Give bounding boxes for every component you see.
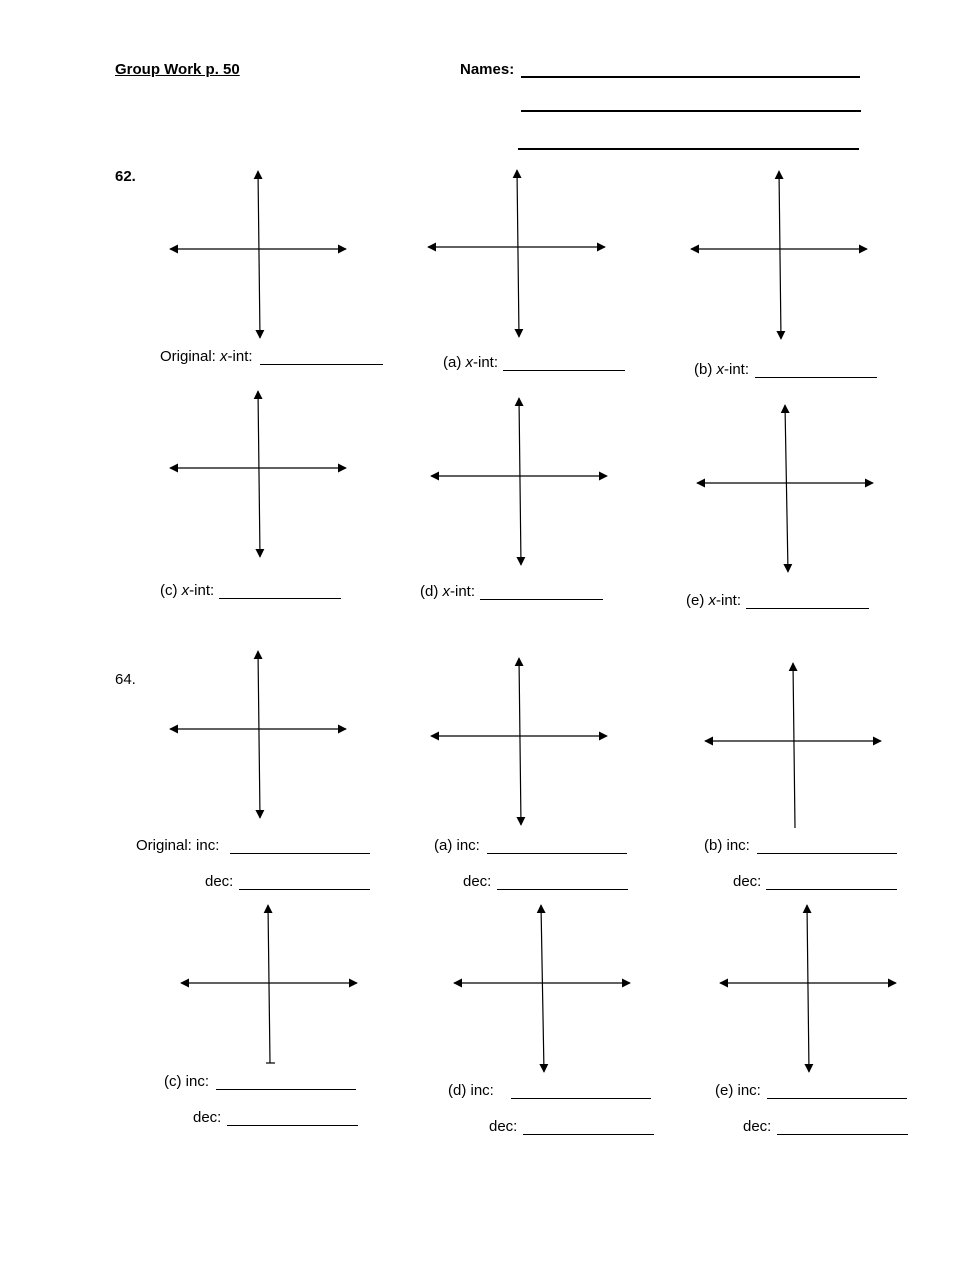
names-label: Names: <box>460 61 515 78</box>
label-suffix: -int: <box>716 592 742 609</box>
p64-c-dec-line[interactable] <box>227 1125 358 1126</box>
p64-original-dec-line[interactable] <box>239 889 370 890</box>
axes-64-e <box>720 905 896 1072</box>
axes-64-b <box>705 663 881 828</box>
worksheet-title: Group Work p. 50 <box>115 61 240 78</box>
p62-d-answer-line[interactable] <box>480 599 603 600</box>
p62-b-answer-line[interactable] <box>755 377 877 378</box>
axes-62-e <box>697 405 873 572</box>
label-prefix: (d) <box>420 583 443 600</box>
p62-d-xint-label <box>420 583 475 601</box>
p64-original-dec-label: dec: <box>205 873 234 890</box>
axes-62-original <box>170 171 346 338</box>
axes-62-b <box>691 171 867 339</box>
p64-a-dec-label: dec: <box>463 873 492 890</box>
label-var: x <box>465 354 473 371</box>
p64-c-inc-line[interactable] <box>216 1089 356 1090</box>
label-suffix: -int: <box>189 582 215 599</box>
label-var: x <box>220 348 228 365</box>
p62-a-answer-line[interactable] <box>503 370 625 371</box>
axes-62-a <box>428 170 605 337</box>
label-prefix: Original: <box>160 348 221 365</box>
p64-a-dec-line[interactable] <box>497 889 628 890</box>
problem-64-number: 64. <box>115 671 136 688</box>
label-suffix: -int: <box>724 361 750 378</box>
p64-e-inc-label: (e) inc: <box>715 1082 761 1099</box>
p64-c-inc-label: (c) inc: <box>164 1073 209 1090</box>
p64-a-inc-label: (a) inc: <box>434 837 480 854</box>
p64-b-dec-label: dec: <box>733 873 762 890</box>
p64-b-dec-line[interactable] <box>766 889 897 890</box>
p62-e-answer-line[interactable] <box>746 608 869 609</box>
p64-c-dec-label: dec: <box>193 1109 222 1126</box>
p64-b-inc-label: (b) inc: <box>704 837 750 854</box>
axes-64-original <box>170 651 346 818</box>
problem-62-number: 62. <box>115 168 136 185</box>
p62-a-xint-label <box>443 354 498 372</box>
p64-original-inc-label: Original: inc: <box>136 837 220 854</box>
axes-64-a <box>431 658 607 825</box>
label-prefix: (c) <box>160 582 182 599</box>
p62-e-xint-label <box>686 592 741 610</box>
p64-e-dec-line[interactable] <box>777 1134 908 1135</box>
label-var: x <box>708 592 716 609</box>
label-var: x <box>181 582 190 599</box>
p64-d-dec-line[interactable] <box>523 1134 654 1135</box>
p64-e-inc-line[interactable] <box>767 1098 907 1099</box>
p62-original-xint-label <box>160 348 253 366</box>
label-suffix: -int: <box>450 583 476 600</box>
axes-64-c <box>181 905 357 1063</box>
p64-original-inc-line[interactable] <box>230 853 370 854</box>
p62-original-answer-line[interactable] <box>260 364 383 365</box>
p64-d-dec-label: dec: <box>489 1118 518 1135</box>
label-prefix: (b) <box>694 361 717 378</box>
p64-a-inc-line[interactable] <box>487 853 627 854</box>
p62-b-xint-label <box>694 361 749 379</box>
label-prefix: (a) <box>443 354 466 371</box>
axes-62-c <box>170 391 346 557</box>
p64-d-inc-label: (d) inc: <box>448 1082 494 1099</box>
label-var: x <box>716 361 724 378</box>
axes-62-d <box>431 398 607 565</box>
p62-c-xint-label <box>160 582 214 600</box>
label-prefix: (e) <box>686 592 709 609</box>
p64-d-inc-line[interactable] <box>511 1098 651 1099</box>
p62-c-answer-line[interactable] <box>219 598 341 599</box>
label-var: x <box>442 583 450 600</box>
label-suffix: -int: <box>473 354 499 371</box>
p64-e-dec-label: dec: <box>743 1118 772 1135</box>
axes-64-d <box>454 905 630 1072</box>
label-suffix: -int: <box>227 348 253 365</box>
p64-b-inc-line[interactable] <box>757 853 897 854</box>
